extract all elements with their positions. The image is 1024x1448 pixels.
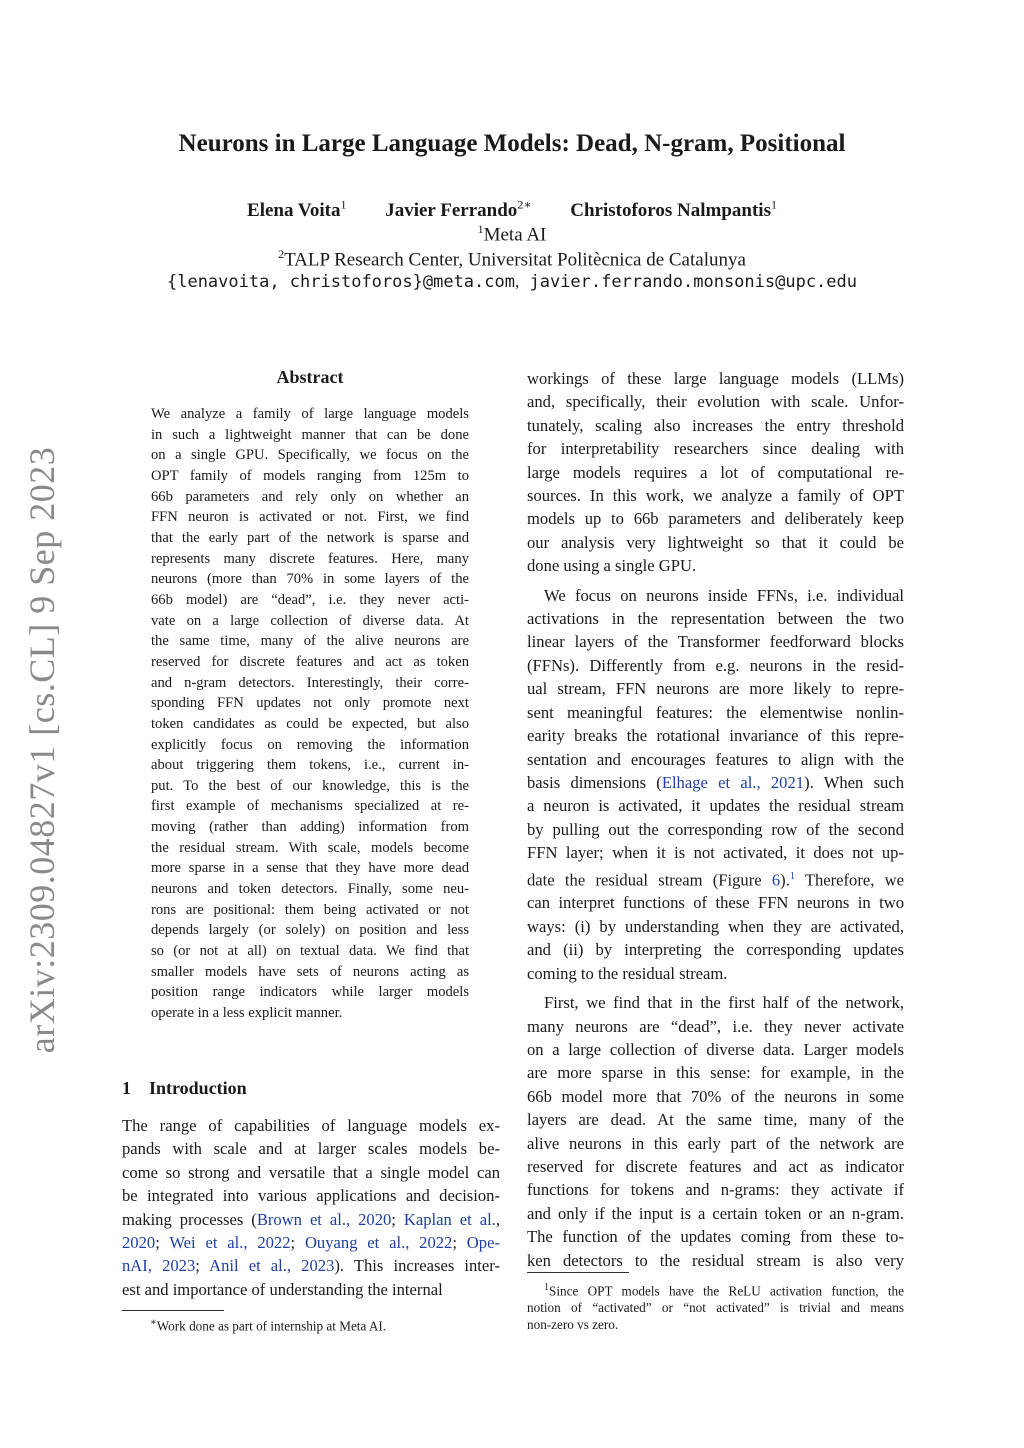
citation-anil-2023[interactable]: Anil et al., 2023 xyxy=(209,1256,335,1276)
citation-kaplan-2020[interactable]: Kaplan et al. xyxy=(403,1209,496,1229)
citation-wei-2022[interactable]: Wei et al., 2022 xyxy=(169,1233,291,1253)
author-ferrando: Javier Ferrando$^{2∗}$ xyxy=(385,198,532,222)
author-list xyxy=(0,198,1024,222)
email-upc: javier.ferrando.monsonis@upc.edu xyxy=(529,272,857,292)
affiliation-talp: $^2$TALP Research Center, Universitat Politècnica de Catalunya xyxy=(278,247,746,271)
figure-6-reference[interactable]: 6 xyxy=(771,870,781,890)
email-meta: {lenavoita, christoforos}@meta.com xyxy=(166,272,515,292)
footnote-rule-left xyxy=(122,1310,224,1311)
introduction-left-column: The range of capabilities of language models ex- pands with scale and at larger scales models be- come so strong and versatile that a single model can be integrated into various applications and decision- making processes (Brown et al., 2020; Kaplan et al., 2020; Wei et al., 2022; Ouyang et al., 2022; Ope- nAI, 2023; Anil et al., 2023). This increases inter- est and importance of understanding the internal xyxy=(122,1116,501,1299)
abstract-body: We analyze a family of large language models in such a lightweight manner that can be done on a single GPU. Specifically, we focus on the OPT family of models ranging from 125m to 66b parameters and rely only on whether an FFN neuron is activated or not. First, we find that the early part of the network is sparse and represents many discrete features. Here, many neurons (more than 70% in some layers of the 66b model) are “dead”, i.e. they never acti- vate on a large collection of diverse data. At the same time, many of the alive neurons are reserved for discrete features and act as token and n-gram detectors. Interestingly, their corre- sponding FFN updates not only promote next token candidates as could be expected, but also explicitly focus on removing the information about triggering them tokens, i.e., current in- put. To the best of our knowledge, this is the first example of mechanisms specialized at re- moving (rather than adding) information from the residual stream. With scale, models become more sparse in a sense that they have more dead neurons and token detectors. Finally, some neu- rons are positional: them being activated or not depends largely (or solely) on position and less so (or not at all) on textual data. We find that smaller models have sets of neurons acting as position range indicators while larger models operate in a less explicit manner. xyxy=(151,406,469,1022)
footnote-relu: $^1$Since OPT models have the ReLU activation function, the notion of “activated” or “not activated” is trivial and means non-zero vs zero. xyxy=(527,1282,904,1333)
arxiv-identifier-text: arXiv:2309.04827v1 [cs.CL] 9 Sep 2023 xyxy=(22,446,62,1054)
citation-kaplan-2020-year[interactable]: 2020 xyxy=(122,1233,156,1253)
author-emails: {lenavoita, christoforos}@meta.com, javier.ferrando.monsonis@upc.edu xyxy=(166,272,857,292)
footnote-internship: ∗Work done as part of internship at Meta AI. xyxy=(150,1317,387,1334)
citation-brown-2020[interactable]: Brown et al., 2020 xyxy=(256,1209,392,1229)
paper-title: Neurons in Large Language Models: Dead, N-gram, Positional xyxy=(178,130,846,157)
citation-elhage-2021[interactable]: Elhage et al., 2021 xyxy=(661,772,805,792)
author-voita: Elena Voita$^1$ xyxy=(247,198,347,222)
citation-openai-2023[interactable]: Ope- xyxy=(466,1233,500,1253)
abstract-heading: Abstract xyxy=(276,367,344,387)
author-nalmpantis: Christoforos Nalmpantis$^1$ xyxy=(570,198,777,222)
footnote-1-marker[interactable]: 1 xyxy=(789,870,795,882)
section-heading-introduction: 1 Introduction xyxy=(122,1078,247,1098)
citation-openai-2023-cont[interactable]: nAI, 2023 xyxy=(122,1256,196,1276)
introduction-right-column: workings of these large language models (LLMs) and, specifically, their evolution with scale. Unfor- tunately, scaling also increases the entry threshold for interpretability researchers since dealing with large models requires a lot of computational re- sources. In this work, we analyze a family of OPT models up to 66b parameters and deliberately keep our analysis very lightweight so that it could be done using a single GPU. We focus on neurons inside FFNs, i.e. individual activations in the representation between the two linear layers of the Transformer feedforward blocks (FFNs). Differently from e.g. neurons in the resid- ual stream, FFN neurons are more likely to repre- sent meaningful features: the elementwise nonlin- earity breaks the rotational invariance of this repre- sentation and encourages features to align with the basis dimensions (Elhage et al., 2021). When such a neuron is activated, it updates the residual stream by pulling out the corresponding row of the second FFN layer; when it is not activated, it does not up- date the residual stream (Figure 6).$^1$ Therefore, we can interpret functions of these FFN neurons in two ways: (i) by understanding when they are activated, and (ii) by interpreting the corresponding updates coming to the residual stream. First, we find that in the first half of the network, many neurons are “dead”, i.e. they never activate on a large collection of diverse data. Larger models are more sparse in this sense: for example, in the 66b model more that 70% of the neurons in some layers are dead. At the same time, many of the alive neurons in this early part of the network are reserved for discrete features and act as indicator functions for tokens and n-grams: they activate if and only if the input is a certain token or an n-gram. The function of the updates coming from these to- ken detectors to the residual stream is also very xyxy=(527,369,904,1270)
affiliation-meta: $^1$Meta AI xyxy=(477,222,547,246)
footnote-rule-right xyxy=(527,1272,629,1273)
citation-ouyang-2022[interactable]: Ouyang et al., 2022 xyxy=(304,1233,453,1253)
arxiv-identifier xyxy=(12,446,72,1054)
